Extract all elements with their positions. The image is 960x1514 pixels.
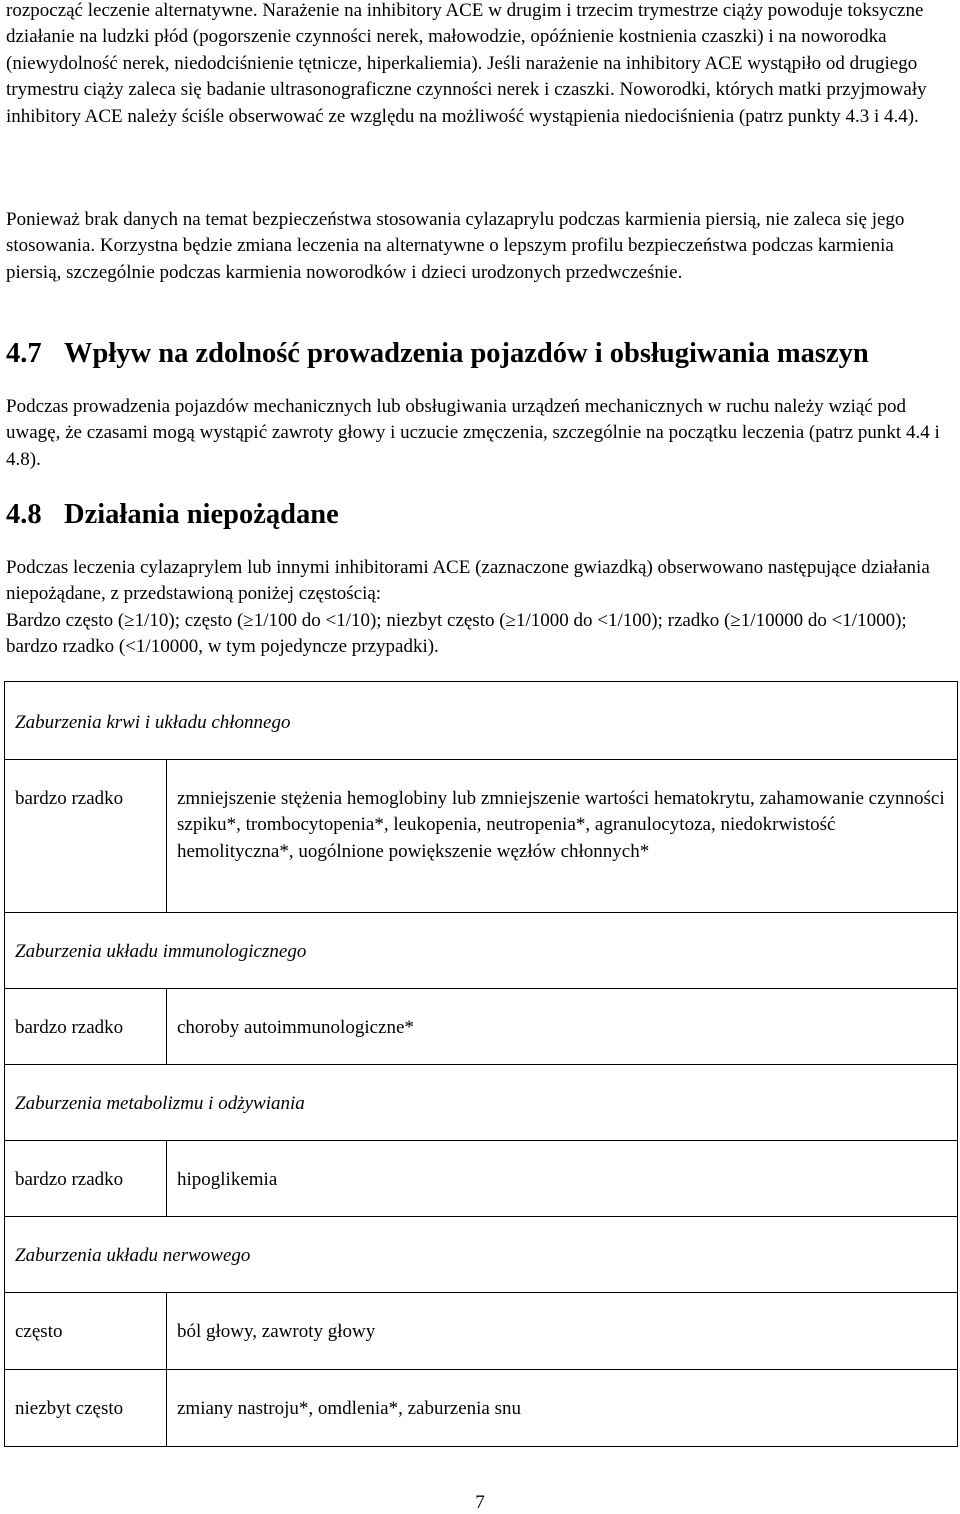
section-number: 4.7 [6,338,42,369]
frequency-cell: często [5,1293,167,1370]
frequency-cell: bardzo rzadko [5,1141,167,1217]
section-number: 4.8 [6,499,42,530]
driving-paragraph: Podczas prowadzenia pojazdów mechanicznych lub obsługiwania urządzeń mechanicznych w ruchu należy wziąć pod uwagę, że czasami mogą wystąpić zawroty głowy i uczucie zmęczenia, szczególnie na początku leczenia (patrz punkt 4.4 i 4.8). [6,396,940,470]
effects-cell: zmniejszenie stężenia hemoglobiny lub zmniejszenie wartości hematokrytu, zahamowanie czynności szpiku*, trombocytopenia*, leukopenia, neutropenia*, agranulocytoza, niedokrwistość hemolityczna*, uogólnione powiększenie węzłów chłonnych* [167,760,958,913]
table-row [5,1217,958,1293]
category-cell: Zaburzenia krwi i układu chłonnego [5,682,958,760]
table-row [5,989,958,1065]
table-row [5,760,958,913]
section-title: Wpływ na zdolność prowadzenia pojazdów i obsługiwania maszyn [64,338,869,369]
section-4-8-heading [6,499,339,530]
table-row [5,1065,958,1141]
effects-cell: ból głowy, zawroty głowy [167,1293,958,1370]
frequency-definitions: Bardzo często (≥1/10); często (≥1/100 do <1/10); niezbyt często (≥1/1000 do <1/100); rzadko (≥1/10000 do <1/1000); bardzo rzadko (<1/10000, w tym pojedyncze przypadki). [6,610,907,658]
adverse-effects-table [4,681,958,1447]
category-cell: Zaburzenia układu nerwowego [5,1217,958,1293]
section-4-7-heading [6,338,869,369]
page-number: 7 [475,1492,485,1513]
section-title: Działania niepożądane [64,499,339,530]
table-row [5,682,958,760]
table-row [5,913,958,989]
frequency-cell: niezbyt często [5,1370,167,1447]
category-cell: Zaburzenia układu immunologicznego [5,913,958,989]
pregnancy-paragraph: rozpocząć leczenie alternatywne. Narażenie na inhibitory ACE w drugim i trzecim trymestrze ciąży powoduje toksyczne działanie na ludzki płód (pogorszenie czynności nerek, małowodzie, opóźnienie kostnienia czaszki) i na noworodka (niewydolność nerek, niedodciśnienie tętnicze, hiperkaliemia). Jeśli narażenie na inhibitory ACE wystąpiło od drugiego trymestru ciąży zaleca się badanie ultrasonograficzne czynności nerek i czaszki. Noworodki, których matki przyjmowały inhibitory ACE należy ściśle obserwować ze względu na możliwość wystąpienia niedociśnienia (patrz punkty 4.3 i 4.4). [6,0,927,127]
frequency-cell: bardzo rzadko [5,760,167,913]
category-cell: Zaburzenia metabolizmu i odżywiania [5,1065,958,1141]
effects-cell: hipoglikemia [167,1141,958,1217]
breastfeeding-paragraph: Ponieważ brak danych na temat bezpieczeństwa stosowania cylazaprylu podczas karmienia piersią, nie zaleca się jego stosowania. Korzystna będzie zmiana leczenia na alternatywne o lepszym profilu bezpieczeństwa podczas karmienia piersią, szczególnie podczas karmienia noworodków i dzieci urodzonych przedwcześnie. [6,209,905,283]
effects-cell: zmiany nastroju*, omdlenia*, zaburzenia snu [167,1370,958,1447]
table-row [5,1293,958,1370]
adverse-effects-intro: Podczas leczenia cylazaprylem lub innymi inhibitorami ACE (zaznaczone gwiazdką) obserwowano następujące działania niepożądane, z przedstawioną poniżej częstością: [6,557,930,605]
table-row [5,1141,958,1217]
frequency-cell: bardzo rzadko [5,989,167,1065]
effects-cell: choroby autoimmunologiczne* [167,989,958,1065]
table-row [5,1370,958,1447]
